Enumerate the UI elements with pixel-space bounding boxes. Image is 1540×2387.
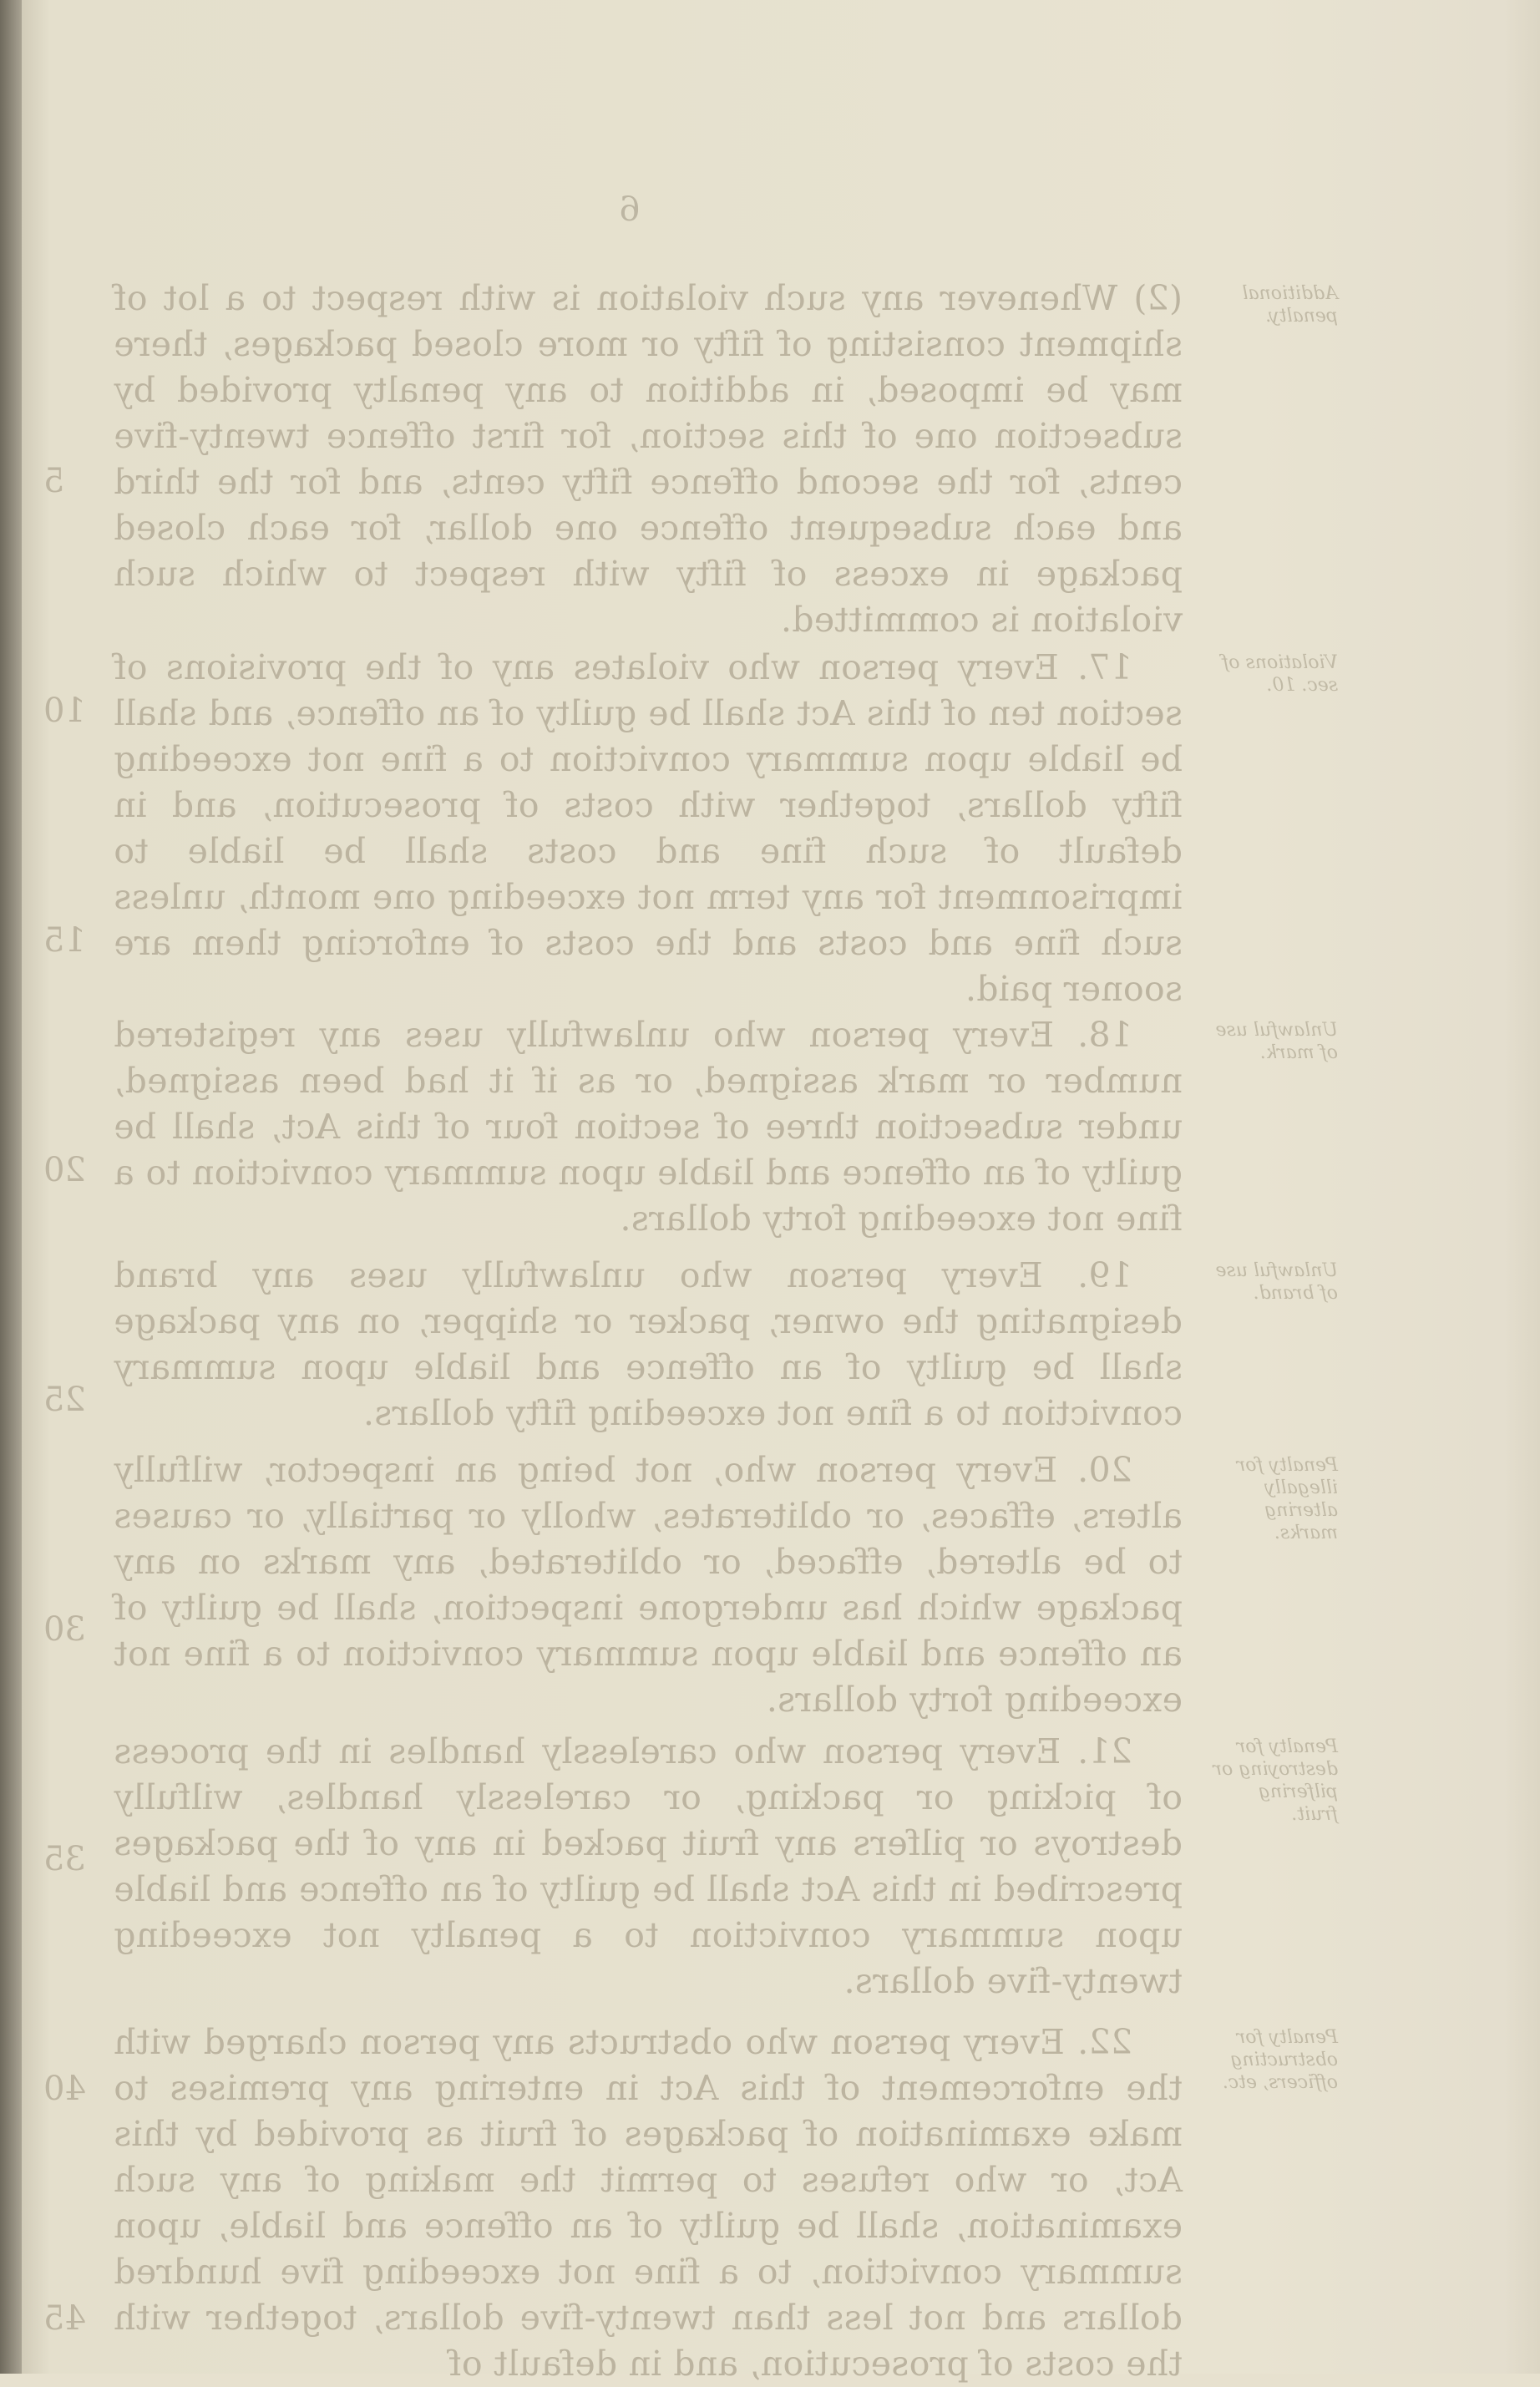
paragraph-21: 21. Every person who carelessly handles in the process of picking or packing, or carelessly handles, wilfully destroys or pilfers any fruit packed in any of the packages prescribed in this Act shall be guilty of an offence and liable upon summary conviction to a penalty not exceeding twenty-five dollars. xyxy=(114,1731,1183,2001)
paragraph-22: 22. Every person who obstructs any person charged with the enforcement of this Act in entering any premises to make examination of packages of fruit as provided by this Act, or who refuses to permit the making of any such examination, shall be guilty of an offence and liable, upon summary conviction, to a fine not exceeding five hundred dollars and not less than twenty-five dollars, together with the costs of prosecution, and in default of xyxy=(114,2022,1183,2384)
paragraph-16-2: (2) Whenever any such violation is with respect to a lot of shipment consisting of fifty or more closed packages, there may be imposed, in addition to any penalty provided by subsection one of this section, for first offence twenty-five cents, for the second offence fifty cents, and for the third and each subsequent offence one dollar, for each closed package in excess of fifty with respect to which such violation is committed. xyxy=(114,278,1183,640)
paragraph-19: 19. Every person who unlawfully uses any brand designating the owner, packer or shipper, on any package shall be guilty of an offence and liable upon summary conviction to a fine not exceeding fifty dollars. xyxy=(114,1255,1183,1433)
page-number: 6 xyxy=(619,190,641,229)
line-number: 30 xyxy=(43,1610,86,1649)
line-number: 35 xyxy=(43,1840,86,1878)
line-number: 10 xyxy=(43,692,86,730)
margin-note: Penalty for destroying or pilfering fruit. xyxy=(1213,1736,1338,1825)
line-number: 40 xyxy=(43,2070,86,2108)
line-number: 25 xyxy=(43,1381,86,1419)
margin-note: Penalty for illegally altering marks. xyxy=(1236,1455,1338,1543)
margin-note: Violations of sec. 10. xyxy=(1222,652,1338,696)
line-number: 20 xyxy=(43,1151,86,1189)
margin-note: Unlawful use of brand. xyxy=(1215,1260,1338,1304)
paragraph-20: 20. Every person who, not being an inspector, wilfully alters, effaces, or obliterates, wholly or partially, or causes to be altered, effaced, or obliterated, any marks on any package which has undergone inspection, shall be guilty of an offence and liable upon summary conviction to a fine not exceeding forty dollars. xyxy=(114,1450,1183,1720)
line-number: 45 xyxy=(43,2299,86,2338)
line-number: 15 xyxy=(43,921,86,960)
line-number: 5 xyxy=(43,462,65,500)
paragraph-17: 17. Every person who violates any of the provisions of section ten of this Act shall be guilty of an offence, and shall be liable upon summary conviction to a fine not exceeding fifty dollars, together with costs of prosecution, and in default of such fine and costs shall be liable to imprisonment for any term not exceeding one month, unless such fine and costs and the costs of enforcing them are sooner paid. xyxy=(114,647,1183,1009)
margin-note: Additional penalty. xyxy=(1242,283,1338,327)
margin-note: Penalty for obstructing officers, etc. xyxy=(1222,2027,1338,2093)
paragraph-18: 18. Every person who unlawfully uses any registered number or mark assigned, or as if it had been assigned, under subsection three of section four of this Act, shall be guilty of an offence and liable upon summary conviction to a fine not exceeding forty dollars. xyxy=(114,1015,1183,1239)
margin-note: Unlawful use of mark. xyxy=(1215,1020,1338,1063)
